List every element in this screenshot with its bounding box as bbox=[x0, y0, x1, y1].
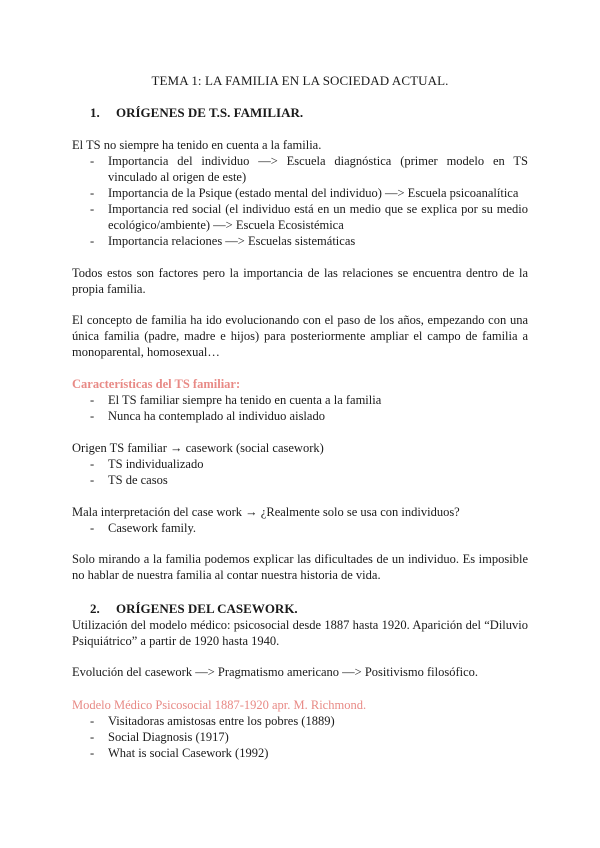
section1-bullet-list bbox=[72, 153, 528, 249]
list-item: - Importancia red social (el individuo está en un medio que se explica por su medio ecológico/ambiente) —> Escuela Ecosistémica bbox=[90, 202, 528, 232]
section2-number: 2. bbox=[90, 601, 100, 616]
section1-number: 1. bbox=[90, 105, 100, 120]
origen-list bbox=[72, 456, 528, 488]
caracteristicas-heading: Características del TS familiar: bbox=[72, 377, 241, 391]
bullet-dash: - bbox=[90, 714, 95, 728]
list-item: - Social Diagnosis (1917) bbox=[90, 730, 229, 744]
list-item: - What is social Casework (1992) bbox=[90, 746, 269, 760]
page-title: TEMA 1: LA FAMILIA EN LA SOCIEDAD ACTUAL. bbox=[151, 73, 449, 88]
bullet-dash: - bbox=[90, 202, 95, 216]
section1-intro: El TS no siempre ha tenido en cuenta a la familia. bbox=[72, 138, 322, 152]
mala-interpretacion-line: Mala interpretación del case work → ¿Realmente solo se usa con individuos? bbox=[72, 505, 460, 519]
bullet-dash: - bbox=[90, 393, 95, 407]
evolucion-line: Evolución del casework —> Pragmatismo americano —> Positivismo filosófico. bbox=[72, 665, 479, 679]
list-item: - Visitadoras amistosas entre los pobres (1889) bbox=[90, 714, 335, 728]
mala-list bbox=[72, 520, 528, 536]
modelo-heading: Modelo Médico Psicosocial 1887-1920 apr. M. Richmond. bbox=[72, 698, 367, 712]
section1-paragraph-1: Todos estos son factores pero la importancia de las relaciones se encuentra dentro de la propia familia. bbox=[72, 266, 528, 296]
modelo-list bbox=[72, 713, 528, 761]
bullet-dash: - bbox=[90, 457, 95, 471]
list-item: - Importancia relaciones —> Escuelas sistemáticas bbox=[90, 234, 356, 248]
list-item: - TS de casos bbox=[90, 473, 168, 487]
section1-paragraph-3: Solo mirando a la familia podemos explicar las dificultades de un individuo. Es imposible no hablar de nuestra familia al contar nuestra historia de vida. bbox=[72, 552, 528, 582]
section1-title: ORÍGENES DE T.S. FAMILIAR. bbox=[116, 105, 304, 120]
list-item: - El TS familiar siempre ha tenido en cuenta a la familia bbox=[90, 393, 382, 407]
section2-paragraph-1: Utilización del modelo médico: psicosocial desde 1887 hasta 1920. Aparición del “Diluvio Psiquiátrico” a partir de 1920 hasta 1940. bbox=[72, 618, 528, 648]
bullet-dash: - bbox=[90, 154, 95, 168]
bullet-dash: - bbox=[90, 409, 95, 423]
list-item: - Importancia de la Psique (estado mental del individuo) —> Escuela psicoanalítica bbox=[90, 186, 519, 200]
section2-title: ORÍGENES DEL CASEWORK. bbox=[116, 601, 298, 616]
caracteristicas-list bbox=[72, 392, 528, 424]
bullet-dash: - bbox=[90, 746, 95, 760]
origen-line: Origen TS familiar → casework (social casework) bbox=[72, 441, 324, 455]
section2-heading bbox=[90, 601, 298, 617]
list-item: - TS individualizado bbox=[90, 457, 204, 471]
section1-heading bbox=[90, 105, 303, 121]
bullet-dash: - bbox=[90, 730, 95, 744]
section1-paragraph-2: El concepto de familia ha ido evolucionando con el paso de los años, empezando con una única familia (padre, madre e hijos) para posteriormente ampliar el campo de familia a monoparental, homosexual… bbox=[72, 313, 528, 359]
list-item: - Importancia del individuo —> Escuela diagnóstica (primer modelo en TS vinculado al origen de este) bbox=[90, 154, 528, 184]
bullet-dash: - bbox=[90, 521, 95, 535]
list-item: - Nunca ha contemplado al individuo aislado bbox=[90, 409, 325, 423]
list-item: - Casework family. bbox=[90, 521, 197, 535]
bullet-dash: - bbox=[90, 186, 95, 200]
bullet-dash: - bbox=[90, 234, 95, 248]
bullet-dash: - bbox=[90, 473, 95, 487]
